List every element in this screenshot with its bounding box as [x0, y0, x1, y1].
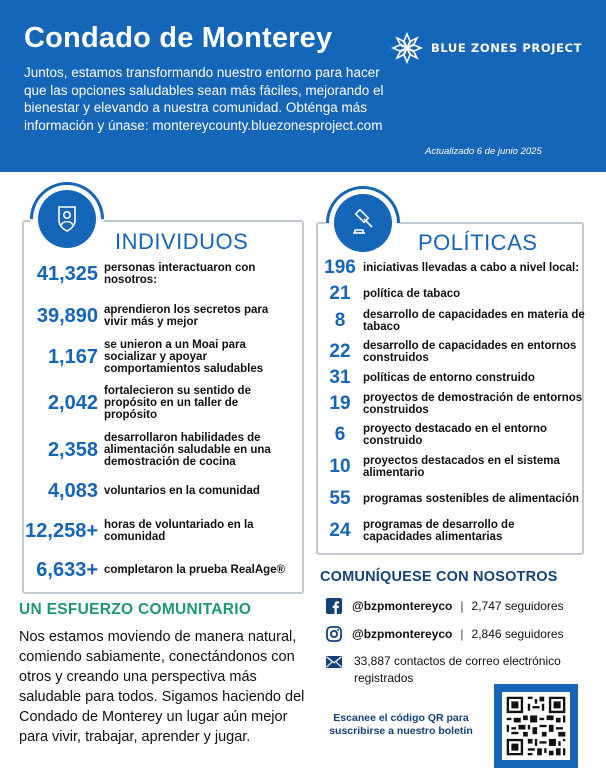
- policy-row: [321, 283, 585, 305]
- policy-label: proyecto destacado en el entorno construido: [363, 423, 548, 447]
- policy-value: 196: [324, 257, 356, 278]
- stat-label: horas de voluntariado en la comunidad: [104, 519, 254, 543]
- policy-value: 21: [329, 283, 351, 304]
- policy-value: 10: [329, 456, 351, 477]
- blue-zones-logo-icon: [390, 31, 424, 65]
- stat-value: 1,167: [47, 345, 98, 368]
- policy-row: [321, 367, 585, 389]
- facebook-followers: 2,747 seguidores: [471, 599, 564, 613]
- effort-body: Nos estamos moviendo de manera natural, comiendo sabiamente, conectándonos con otros y creando una perspectiva más saludable para todos. Sigamos haciendo del Condado de Monterey un lugar aún mejor para vivir, trabajar, aprender y jugar.: [19, 629, 305, 745]
- stat-label: voluntarios en la comunidad: [104, 485, 260, 497]
- policies-title: POLÍTICAS: [418, 230, 538, 255]
- blue-zones-logo: [390, 30, 590, 66]
- effort-title: UN ESFUERZO COMUNITARIO: [19, 601, 252, 618]
- stat-value: 4,083: [47, 479, 98, 502]
- policy-value: 6: [334, 424, 346, 445]
- policy-row: [321, 340, 585, 364]
- header-banner: [0, 0, 606, 172]
- separator: |: [460, 627, 464, 641]
- stat-label: se unieron a un Moai para socializar y apoyar comportamientos saludables: [104, 339, 264, 375]
- policy-value: 8: [334, 310, 346, 331]
- stat-row: [0, 516, 294, 546]
- stat-label: fortalecieron su sentido de propósito en un taller de propósito: [104, 385, 251, 421]
- policy-row: [321, 455, 585, 479]
- stat-row: [0, 262, 294, 286]
- stat-label: desarrollaron habilidades de alimentación saludable en una demostración de cocina: [104, 432, 271, 468]
- individuals-title: INDIVIDUOS: [115, 229, 249, 254]
- policy-row: [321, 519, 585, 543]
- qr-code-icon: [502, 692, 570, 760]
- policy-label: política de tabaco: [363, 288, 461, 300]
- logo-text: BLUE ZONES PROJECT: [431, 41, 583, 55]
- gavel-icon: [347, 207, 379, 239]
- individuals-badge: [30, 182, 104, 256]
- policy-value: 55: [329, 488, 351, 509]
- policy-value: 24: [329, 520, 351, 541]
- page-title: Condado de Monterey: [24, 22, 333, 54]
- stat-label: personas interactuaron con nosotros:: [104, 262, 256, 286]
- qr-caption: Escanee el código QR para suscribirse a nuestro boletín: [329, 712, 473, 737]
- instagram-followers: 2,846 seguidores: [471, 627, 564, 641]
- facebook-icon: [326, 598, 342, 614]
- policy-label: iniciativas llevadas a cabo a nivel local:: [363, 262, 580, 274]
- email-contacts-text: 33,887 contactos de correo electrónico registrados: [354, 654, 561, 685]
- policy-row: [321, 487, 585, 511]
- facebook-handle[interactable]: @bzpmontereyco: [352, 599, 453, 613]
- stat-label: aprendieron los secretos para vivir más y mejor: [104, 304, 269, 328]
- updated-date: Actualizado 6 de junio 2025: [425, 146, 542, 157]
- stat-row: [0, 555, 294, 585]
- policy-label: políticas de entorno construido: [363, 372, 535, 384]
- policy-label: programas sostenibles de alimentación: [363, 493, 580, 505]
- facebook-row[interactable]: [326, 598, 564, 614]
- stat-row: [0, 432, 294, 468]
- policy-label: desarrollo de capacidades en entornos construidos: [363, 340, 577, 364]
- policy-value: 19: [329, 393, 351, 414]
- stat-value: 2,358: [47, 438, 98, 461]
- email-icon: [326, 654, 342, 670]
- stat-label: completaron la prueba RealAge®: [104, 564, 286, 576]
- email-row: [326, 654, 352, 670]
- instagram-icon: [326, 626, 342, 642]
- policy-label: proyectos de demostración de entornos construidos: [363, 392, 583, 416]
- stat-value: 41,325: [36, 262, 98, 285]
- policy-row: [321, 256, 585, 280]
- qr-code[interactable]: [494, 684, 578, 768]
- contact-title: COMUNÍQUESE CON NOSOTROS: [320, 569, 558, 585]
- instagram-handle[interactable]: @bzpmontereyco: [352, 627, 453, 641]
- stat-row: [0, 385, 294, 421]
- policy-label: proyectos destacados en el sistema alimentario: [363, 455, 560, 479]
- policy-row: [321, 423, 585, 447]
- policy-row: [321, 309, 585, 333]
- stat-value: 2,042: [47, 391, 98, 414]
- stat-value: 39,890: [36, 304, 98, 327]
- policy-value: 22: [329, 341, 351, 362]
- policy-label: programas de desarrollo de capacidades alimentarias: [363, 519, 515, 543]
- policies-badge: [326, 186, 400, 260]
- policy-label: desarrollo de capacidades en materia de tabaco: [363, 309, 585, 333]
- instagram-row[interactable]: [326, 626, 564, 642]
- header-description: Juntos, estamos transformando nuestro entorno para hacer que las opciones saludables sean más fáciles, mejorando el bienestar y elevando a nuestra comunidad. Obténga más información y únase: montereycounty.bluezonesproject.com: [24, 65, 384, 133]
- stat-value: 6,633+: [36, 558, 98, 581]
- stat-value: 12,258+: [25, 519, 98, 542]
- stat-row: [0, 298, 294, 334]
- policy-row: [321, 392, 585, 416]
- stat-row: [0, 479, 294, 503]
- person-icon: [52, 204, 82, 234]
- stat-row: [0, 339, 294, 375]
- policy-value: 31: [329, 367, 351, 388]
- separator: |: [460, 599, 464, 613]
